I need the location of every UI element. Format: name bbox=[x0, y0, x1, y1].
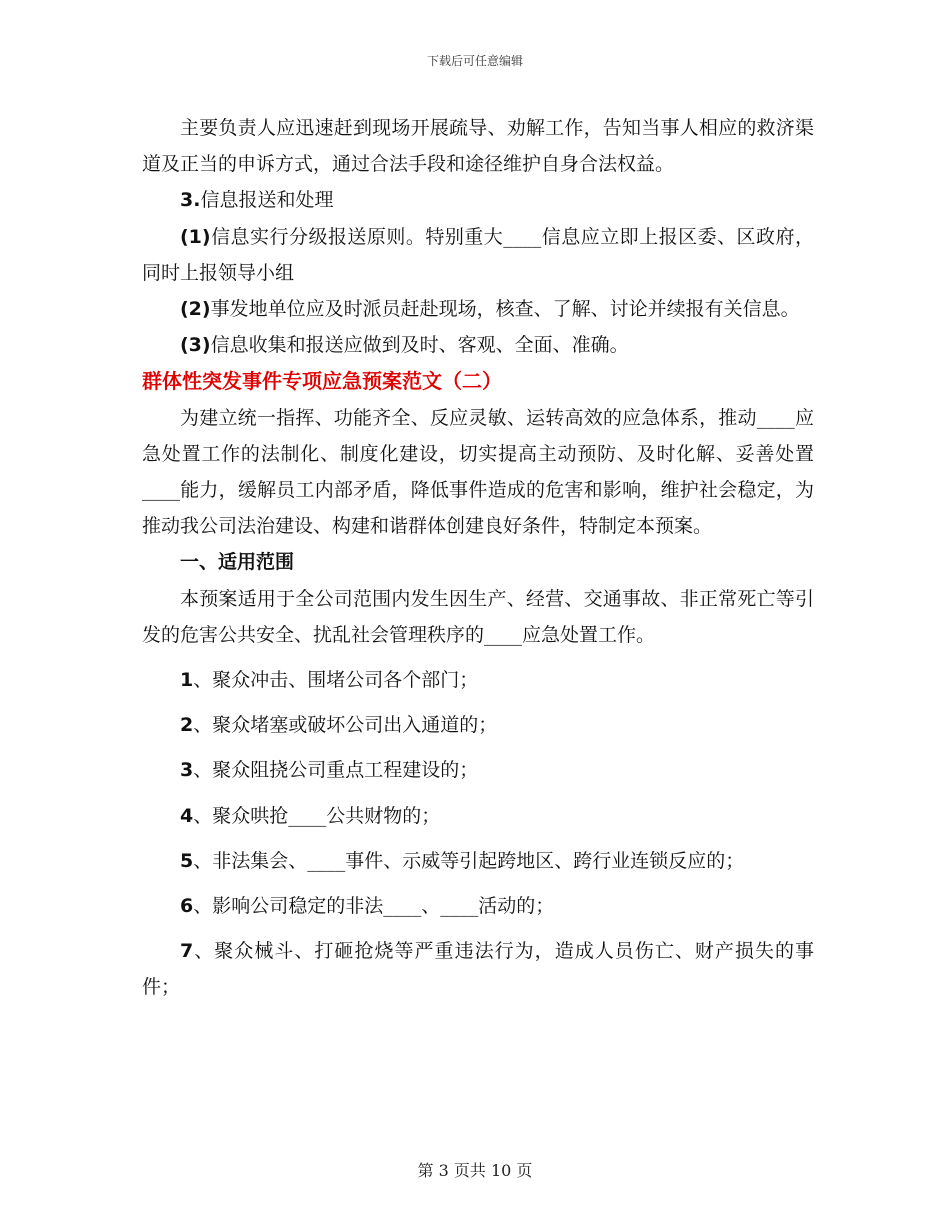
item-number: 3. bbox=[180, 189, 201, 212]
list-item bbox=[142, 843, 814, 879]
item-number: 3 bbox=[180, 759, 194, 782]
paragraph-intro: 为建立统一指挥、功能齐全、反应灵敏、运转高效的应急体系，推动____应急处置工作的法制化、制度化建设，切实提高主动预防、及时化解、妥善处置____能力，缓解员工内部矛盾，降低事件造成的危害和影响，维护社会稳定，为推动我公司法治建设、构建和谐群体创建良好条件，特制定本预案。 bbox=[142, 406, 814, 538]
scope-list bbox=[142, 662, 814, 1006]
section-title: 群体性突发事件专项应急预案范文（二） bbox=[142, 369, 502, 394]
item-number: 6 bbox=[180, 895, 194, 918]
list-item bbox=[142, 707, 814, 743]
list-item bbox=[142, 752, 814, 788]
page-header: 下载后可任意编辑 bbox=[426, 54, 523, 68]
item-number: 4 bbox=[180, 804, 194, 827]
item-text: 事发地单位应及时派员赶赴现场，核查、了解、讨论并续报有关信息。 bbox=[210, 298, 800, 321]
paragraph-info-reporting bbox=[142, 182, 814, 218]
item-text: 、聚众阻挠公司重点工程建设的； bbox=[193, 759, 479, 782]
item-number: (3) bbox=[180, 334, 211, 357]
item-text: 、聚众哄抢____公共财物的； bbox=[193, 804, 441, 827]
item-text: 、影响公司稳定的非法____、____活动的； bbox=[193, 895, 555, 918]
item-number: (2) bbox=[180, 298, 211, 321]
item-number: 1 bbox=[180, 669, 194, 692]
item-number: 5 bbox=[180, 849, 194, 872]
item-number: (1) bbox=[180, 225, 211, 248]
item-text: 、聚众冲击、围堵公司各个部门； bbox=[193, 669, 479, 692]
list-item bbox=[142, 933, 814, 1005]
page-footer: 第 3 页共 10 页 bbox=[417, 1161, 533, 1180]
item-text: 、聚众堵塞或破坏公司出入通道的； bbox=[193, 714, 498, 737]
paragraph-info-1 bbox=[142, 219, 814, 291]
paragraph-info-2 bbox=[142, 291, 814, 327]
paragraph-info-3 bbox=[142, 327, 814, 363]
item-text: 、聚众械斗、打砸抢烧等严重违法行为，造成人员伤亡、财产损失的事件； bbox=[142, 940, 814, 999]
item-text: 、非法集会、____事件、示威等引起跨地区、跨行业连锁反应的； bbox=[193, 849, 745, 872]
heading-scope: 一、适用范围 bbox=[180, 551, 295, 574]
item-number: 7 bbox=[180, 940, 194, 963]
list-item bbox=[142, 662, 814, 698]
item-text: 信息实行分级报送原则。特别重大____信息应立即上报区委、区政府，同时上报领导小组 bbox=[142, 225, 814, 284]
list-item bbox=[142, 798, 814, 834]
document-body bbox=[142, 110, 814, 1006]
item-number: 2 bbox=[180, 714, 194, 737]
list-item bbox=[142, 888, 814, 924]
paragraph-scope: 本预案适用于全公司范围内发生因生产、经营、交通事故、非正常死亡等引发的危害公共安全、扰乱社会管理秩序的____应急处置工作。 bbox=[142, 587, 814, 646]
item-text: 信息收集和报送应做到及时、客观、全面、准确。 bbox=[210, 334, 629, 357]
item-text: 信息报送和处理 bbox=[200, 189, 334, 212]
paragraph-responsible-person: 主要负责人应迅速赶到现场开展疏导、劝解工作，告知当事人相应的救济渠道及正当的申诉方式，通过合法手段和途径维护自身合法权益。 bbox=[142, 117, 814, 176]
